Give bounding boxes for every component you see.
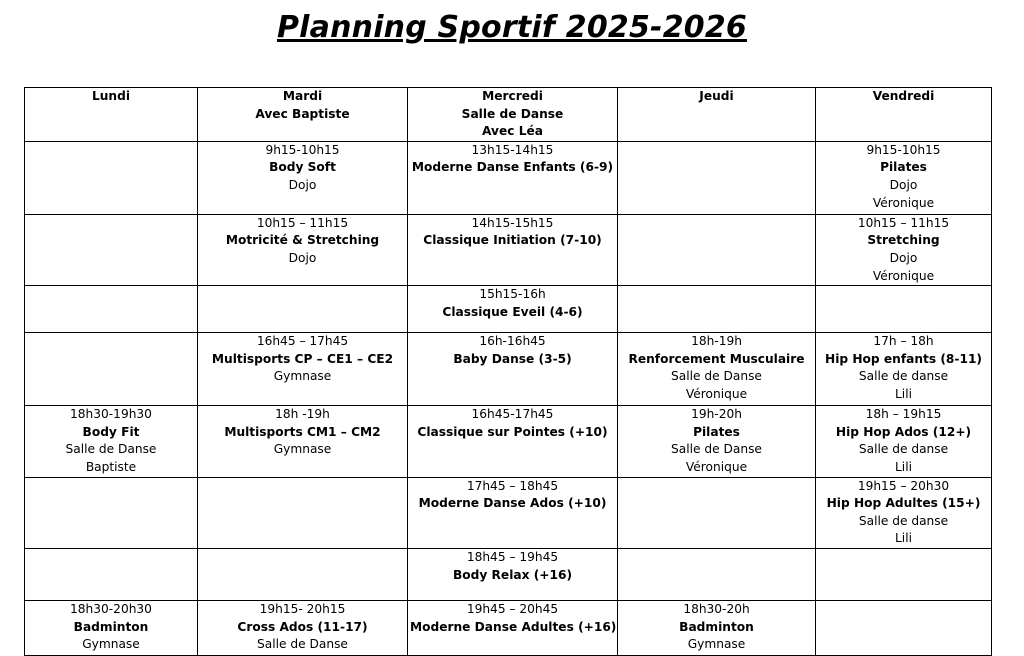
session-cell-mardi	[198, 406, 408, 477]
session-detail: Dojo	[889, 177, 918, 192]
session-time: 10h15 – 11h15	[857, 215, 950, 230]
session-detail: Salle de danse	[858, 369, 949, 384]
session-name: Stretching	[867, 233, 940, 248]
schedule-row	[25, 214, 992, 285]
session-detail: Salle de Danse	[671, 369, 762, 384]
schedule-row	[25, 141, 992, 214]
session-time: 18h45 – 19h45	[466, 549, 559, 564]
session-cell-mercredi	[408, 333, 618, 406]
day-header-lundi	[25, 88, 198, 142]
day-header-mardi	[198, 88, 408, 142]
session-cell-vendredi	[816, 477, 992, 548]
session-time: 14h15-15h15	[471, 215, 554, 230]
day-note: Avec Baptiste	[255, 106, 350, 121]
session-name: Body Soft	[269, 160, 336, 175]
session-detail: Gymnase	[687, 637, 746, 652]
empty-cell-jeudi	[618, 477, 816, 548]
session-detail: Véronique	[685, 386, 748, 401]
session-cell-jeudi	[618, 406, 816, 477]
session-time: 19h15- 20h15	[259, 601, 346, 616]
session-cell-mercredi	[408, 477, 618, 548]
session-time: 9h15-10h15	[265, 142, 340, 157]
session-time: 17h – 18h	[873, 334, 934, 349]
day-header-vendredi	[816, 88, 992, 142]
session-name: Cross Ados (11-17)	[237, 619, 368, 634]
session-time: 18h-19h	[691, 334, 742, 349]
session-time: 16h-16h45	[479, 334, 546, 349]
session-cell-mardi	[198, 600, 408, 655]
empty-cell-lundi	[25, 214, 198, 285]
schedule-row	[25, 286, 992, 333]
empty-cell-vendredi	[816, 600, 992, 655]
session-name: Classique Initiation (7-10)	[423, 233, 602, 248]
session-detail: Véronique	[872, 195, 935, 210]
session-name: Moderne Danse Enfants (6-9)	[411, 160, 614, 175]
empty-cell-lundi	[25, 333, 198, 406]
schedule-table	[24, 87, 992, 656]
session-detail: Salle de Danse	[257, 637, 348, 652]
schedule-row	[25, 600, 992, 655]
session-name: Badminton	[679, 619, 754, 634]
empty-cell-mardi	[198, 548, 408, 600]
session-time: 13h15-14h15	[471, 142, 554, 157]
session-cell-mardi	[198, 333, 408, 406]
session-detail: Gymnase	[273, 442, 332, 457]
empty-cell-jeudi	[618, 214, 816, 285]
session-cell-mercredi	[408, 141, 618, 214]
session-cell-mardi	[198, 141, 408, 214]
session-cell-vendredi	[816, 141, 992, 214]
session-detail: Salle de Danse	[65, 442, 157, 457]
empty-cell-jeudi	[618, 548, 816, 600]
session-name: Pilates	[880, 160, 927, 175]
empty-cell-jeudi	[618, 141, 816, 214]
session-time: 18h -19h	[275, 407, 330, 422]
empty-cell-lundi	[25, 141, 198, 214]
session-detail: Salle de danse	[858, 442, 949, 457]
day-name: Lundi	[91, 89, 131, 103]
session-time: 15h15-16h	[479, 287, 546, 302]
session-time: 19h15 – 20h30	[857, 478, 950, 493]
day-header-mercredi	[408, 88, 618, 142]
session-detail: Véronique	[872, 268, 935, 283]
session-detail: Dojo	[889, 250, 918, 265]
session-time: 19h-20h	[691, 407, 742, 422]
session-detail: Lili	[895, 386, 912, 401]
schedule-row	[25, 548, 992, 600]
session-cell-vendredi	[816, 406, 992, 477]
session-name: Baby Danse (3-5)	[453, 351, 572, 366]
session-cell-mercredi	[408, 406, 618, 477]
day-header-jeudi	[618, 88, 816, 142]
session-cell-lundi	[25, 600, 198, 655]
session-name: Badminton	[73, 619, 149, 634]
session-name: Body Relax (+16)	[452, 567, 573, 582]
session-time: 18h – 19h15	[865, 407, 942, 422]
day-note: Avec Léa	[482, 124, 543, 139]
session-time: 17h45 – 18h45	[466, 478, 559, 493]
session-cell-mardi	[198, 214, 408, 285]
session-time: 18h30-20h30	[70, 601, 152, 616]
session-cell-jeudi	[618, 333, 816, 406]
empty-cell-vendredi	[816, 548, 992, 600]
session-cell-mercredi	[408, 214, 618, 285]
session-name: Hip Hop Ados (12+)	[835, 424, 972, 439]
session-name: Hip Hop Adultes (15+)	[826, 496, 981, 511]
session-time: 10h15 – 11h15	[256, 215, 349, 230]
day-name: Mercredi	[482, 89, 543, 103]
session-detail: Salle de danse	[858, 513, 949, 528]
session-cell-vendredi	[816, 333, 992, 406]
empty-cell-lundi	[25, 548, 198, 600]
session-cell-jeudi	[618, 600, 816, 655]
day-name: Mardi	[282, 89, 323, 103]
session-name: Body Fit	[82, 424, 140, 439]
session-time: 18h30-19h30	[70, 407, 152, 422]
session-detail: Gymnase	[82, 637, 140, 652]
session-cell-vendredi	[816, 214, 992, 285]
session-detail: Dojo	[288, 177, 317, 192]
session-time: 16h45 – 17h45	[256, 334, 349, 349]
session-name: Pilates	[693, 424, 740, 439]
schedule-row	[25, 406, 992, 477]
header-row	[25, 88, 992, 142]
session-name: Moderne Danse Ados (+10)	[418, 496, 607, 511]
session-detail: Gymnase	[273, 369, 332, 384]
session-cell-lundi	[25, 406, 198, 477]
page-title: Planning Sportif 2025-2026	[276, 10, 748, 45]
day-note: Salle de Danse	[461, 106, 564, 121]
empty-cell-lundi	[25, 477, 198, 548]
session-name: Classique Eveil (4-6)	[442, 304, 583, 319]
session-detail: Lili	[895, 531, 912, 546]
schedule-row	[25, 333, 992, 406]
session-name: Moderne Danse Adultes (+16)	[410, 619, 617, 634]
session-detail: Lili	[895, 459, 912, 474]
session-name: Multisports CM1 – CM2	[224, 424, 381, 439]
session-detail: Véronique	[685, 459, 748, 474]
empty-cell-mardi	[198, 477, 408, 548]
empty-cell-vendredi	[816, 286, 992, 333]
session-name: Motricité & Stretching	[225, 233, 380, 248]
session-name: Renforcement Musculaire	[628, 351, 805, 366]
day-name: Vendredi	[872, 89, 935, 103]
session-name: Multisports CP – CE1 – CE2	[211, 351, 394, 366]
session-time: 18h30-20h	[683, 601, 750, 616]
session-detail: Salle de Danse	[671, 442, 762, 457]
session-detail: Baptiste	[85, 459, 137, 474]
session-time: 9h15-10h15	[866, 142, 941, 157]
session-cell-mercredi	[408, 548, 618, 600]
schedule-row	[25, 477, 992, 548]
session-cell-mercredi	[408, 286, 618, 333]
session-time: 16h45-17h45	[471, 407, 554, 422]
day-name: Jeudi	[699, 89, 734, 103]
empty-cell-mardi	[198, 286, 408, 333]
session-time: 19h45 – 20h45	[466, 601, 559, 616]
empty-cell-jeudi	[618, 286, 816, 333]
session-cell-mercredi	[408, 600, 618, 655]
session-detail: Dojo	[288, 250, 317, 265]
empty-cell-lundi	[25, 286, 198, 333]
session-name: Hip Hop enfants (8-11)	[825, 351, 982, 366]
session-name: Classique sur Pointes (+10)	[417, 424, 608, 439]
